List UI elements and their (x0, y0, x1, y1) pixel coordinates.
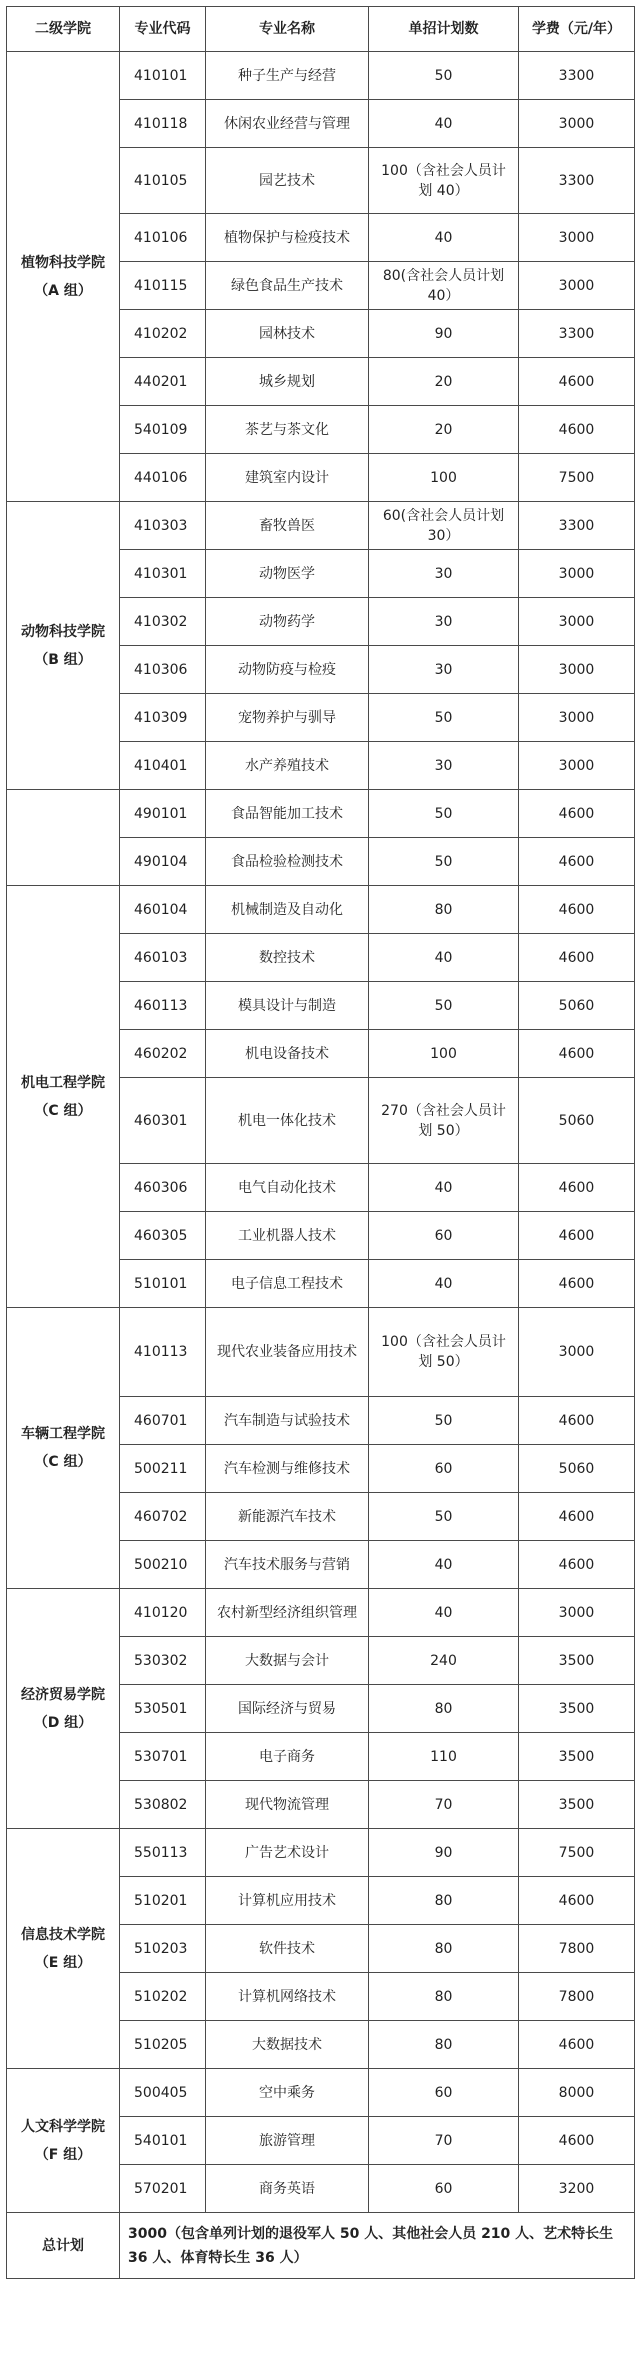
major-code: 570201 (120, 2165, 206, 2213)
header-row (7, 7, 635, 52)
tuition-fee: 3000 (519, 550, 635, 598)
tuition-fee: 3500 (519, 1637, 635, 1685)
college-cell (7, 886, 120, 1308)
major-name: 机械制造及自动化 (206, 886, 369, 934)
major-name: 电子信息工程技术 (206, 1260, 369, 1308)
plan-count: 50 (369, 838, 519, 886)
plan-count: 90 (369, 1829, 519, 1877)
table-row (7, 1308, 635, 1397)
major-code: 410118 (120, 100, 206, 148)
major-name: 电子商务 (206, 1733, 369, 1781)
tuition-fee: 4600 (519, 2117, 635, 2165)
tuition-fee: 4600 (519, 358, 635, 406)
table-body (7, 52, 635, 2213)
major-name: 绿色食品生产技术 (206, 262, 369, 310)
plan-count: 50 (369, 790, 519, 838)
plan-count: 30 (369, 598, 519, 646)
major-name: 畜牧兽医 (206, 502, 369, 550)
major-name: 商务英语 (206, 2165, 369, 2213)
major-code: 460113 (120, 982, 206, 1030)
college-name: 经济贸易学院 (21, 1686, 105, 1703)
plan-count: 80 (369, 2021, 519, 2069)
plan-count: 80 (369, 1925, 519, 1973)
header-fee: 学费（元/年） (519, 7, 635, 52)
table-row (7, 502, 635, 550)
major-name: 大数据技术 (206, 2021, 369, 2069)
plan-count: 80 (369, 1877, 519, 1925)
college-group: （C 组） (34, 1454, 92, 1470)
major-name: 现代农业装备应用技术 (206, 1308, 369, 1397)
college-name: 动物科技学院 (21, 623, 105, 640)
college-group: （C 组） (34, 1102, 92, 1119)
tuition-fee: 4600 (519, 886, 635, 934)
college-cell (7, 2069, 120, 2213)
major-name: 模具设计与制造 (206, 982, 369, 1030)
major-code: 410302 (120, 598, 206, 646)
plan-count: 40 (369, 934, 519, 982)
major-name: 建筑室内设计 (206, 454, 369, 502)
major-code: 460702 (120, 1493, 206, 1541)
total-label: 总计划 (7, 2213, 120, 2279)
table-row (7, 1589, 635, 1637)
major-name: 空中乘务 (206, 2069, 369, 2117)
tuition-fee: 4600 (519, 1541, 635, 1589)
plan-count: 60 (369, 1445, 519, 1493)
plan-count: 90 (369, 310, 519, 358)
major-name: 旅游管理 (206, 2117, 369, 2165)
major-name: 工业机器人技术 (206, 1212, 369, 1260)
major-code: 410301 (120, 550, 206, 598)
table-row (7, 886, 635, 934)
tuition-fee: 3300 (519, 502, 635, 550)
tuition-fee: 4600 (519, 1260, 635, 1308)
major-name: 计算机网络技术 (206, 1973, 369, 2021)
plan-count: 50 (369, 982, 519, 1030)
major-code: 490101 (120, 790, 206, 838)
major-name: 汽车制造与试验技术 (206, 1397, 369, 1445)
tuition-fee: 4600 (519, 1397, 635, 1445)
tuition-fee: 7800 (519, 1973, 635, 2021)
major-code: 410303 (120, 502, 206, 550)
major-code: 490104 (120, 838, 206, 886)
major-code: 410202 (120, 310, 206, 358)
major-code: 460104 (120, 886, 206, 934)
major-code: 540101 (120, 2117, 206, 2165)
major-name: 电气自动化技术 (206, 1164, 369, 1212)
major-name: 种子生产与经营 (206, 52, 369, 100)
plan-count: 50 (369, 52, 519, 100)
major-name: 食品检验检测技术 (206, 838, 369, 886)
major-code: 410115 (120, 262, 206, 310)
major-code: 510201 (120, 1877, 206, 1925)
college-cell (7, 790, 120, 886)
major-code: 460301 (120, 1078, 206, 1164)
college-group: （D 组） (33, 1714, 93, 1731)
major-code: 410105 (120, 148, 206, 214)
total-text: 3000（包含单列计划的退役军人 50 人、其他社会人员 210 人、艺术特长生 36 人、体育特长生 36 人） (120, 2213, 635, 2279)
major-name: 动物药学 (206, 598, 369, 646)
college-group: （A 组） (34, 282, 92, 299)
tuition-fee: 7500 (519, 1829, 635, 1877)
major-name: 城乡规划 (206, 358, 369, 406)
plan-count: 30 (369, 742, 519, 790)
major-code: 410120 (120, 1589, 206, 1637)
college-cell (7, 1829, 120, 2069)
major-code: 460305 (120, 1212, 206, 1260)
tuition-fee: 3500 (519, 1685, 635, 1733)
plan-count: 30 (369, 550, 519, 598)
tuition-fee: 3000 (519, 694, 635, 742)
plan-count: 80(含社会人员计划 40） (369, 262, 519, 310)
tuition-fee: 3200 (519, 2165, 635, 2213)
total-row (7, 2213, 635, 2279)
tuition-fee: 8000 (519, 2069, 635, 2117)
major-code: 510202 (120, 1973, 206, 2021)
tuition-fee: 4600 (519, 1212, 635, 1260)
college-cell (7, 1308, 120, 1589)
plan-count: 100（含社会人员计划 50） (369, 1308, 519, 1397)
major-code: 460202 (120, 1030, 206, 1078)
major-name: 软件技术 (206, 1925, 369, 1973)
enrollment-plan-table (6, 6, 635, 2279)
plan-count: 40 (369, 1589, 519, 1637)
major-code: 460701 (120, 1397, 206, 1445)
college-name: 车辆工程学院 (21, 1426, 105, 1442)
tuition-fee: 3000 (519, 646, 635, 694)
tuition-fee: 3000 (519, 262, 635, 310)
major-name: 机电设备技术 (206, 1030, 369, 1078)
plan-count: 100 (369, 454, 519, 502)
plan-count: 50 (369, 694, 519, 742)
major-name: 机电一体化技术 (206, 1078, 369, 1164)
plan-count: 100（含社会人员计划 40） (369, 148, 519, 214)
tuition-fee: 5060 (519, 982, 635, 1030)
tuition-fee: 3300 (519, 310, 635, 358)
major-name: 广告艺术设计 (206, 1829, 369, 1877)
plan-count: 60 (369, 2069, 519, 2117)
college-cell (7, 1589, 120, 1829)
major-code: 540109 (120, 406, 206, 454)
major-name: 食品智能加工技术 (206, 790, 369, 838)
tuition-fee: 4600 (519, 2021, 635, 2069)
plan-count: 30 (369, 646, 519, 694)
header-code: 专业代码 (120, 7, 206, 52)
major-code: 530701 (120, 1733, 206, 1781)
tuition-fee: 7500 (519, 454, 635, 502)
tuition-fee: 3000 (519, 1589, 635, 1637)
table-row (7, 1829, 635, 1877)
major-code: 440106 (120, 454, 206, 502)
tuition-fee: 3000 (519, 742, 635, 790)
plan-count: 240 (369, 1637, 519, 1685)
plan-count: 60 (369, 2165, 519, 2213)
plan-count: 50 (369, 1493, 519, 1541)
major-name: 汽车技术服务与营销 (206, 1541, 369, 1589)
plan-count: 40 (369, 100, 519, 148)
major-code: 410309 (120, 694, 206, 742)
major-name: 现代物流管理 (206, 1781, 369, 1829)
major-name: 动物医学 (206, 550, 369, 598)
major-code: 510205 (120, 2021, 206, 2069)
major-name: 新能源汽车技术 (206, 1493, 369, 1541)
plan-count: 60(含社会人员计划 30） (369, 502, 519, 550)
table-row (7, 2069, 635, 2117)
tuition-fee: 4600 (519, 1493, 635, 1541)
college-name: 植物科技学院 (21, 254, 105, 271)
major-name: 植物保护与检疫技术 (206, 214, 369, 262)
tuition-fee: 3500 (519, 1781, 635, 1829)
header-plan: 单招计划数 (369, 7, 519, 52)
major-code: 410306 (120, 646, 206, 694)
plan-count: 80 (369, 1685, 519, 1733)
major-code: 530802 (120, 1781, 206, 1829)
major-code: 410106 (120, 214, 206, 262)
major-code: 460306 (120, 1164, 206, 1212)
tuition-fee: 4600 (519, 790, 635, 838)
tuition-fee: 4600 (519, 406, 635, 454)
major-code: 500210 (120, 1541, 206, 1589)
plan-count: 70 (369, 2117, 519, 2165)
college-cell (7, 52, 120, 502)
plan-count: 40 (369, 1541, 519, 1589)
plan-count: 20 (369, 358, 519, 406)
plan-count: 110 (369, 1733, 519, 1781)
college-group: （E 组） (34, 1954, 92, 1971)
tuition-fee: 3000 (519, 598, 635, 646)
major-name: 农村新型经济组织管理 (206, 1589, 369, 1637)
tuition-fee: 5060 (519, 1445, 635, 1493)
tuition-fee: 3300 (519, 148, 635, 214)
tuition-fee: 4600 (519, 1877, 635, 1925)
major-code: 440201 (120, 358, 206, 406)
major-code: 510203 (120, 1925, 206, 1973)
college-cell (7, 502, 120, 790)
major-name: 园艺技术 (206, 148, 369, 214)
major-code: 410101 (120, 52, 206, 100)
college-name: 信息技术学院 (21, 1926, 105, 1943)
major-code: 500211 (120, 1445, 206, 1493)
tuition-fee: 5060 (519, 1078, 635, 1164)
tuition-fee: 4600 (519, 1030, 635, 1078)
major-code: 460103 (120, 934, 206, 982)
major-name: 园林技术 (206, 310, 369, 358)
table-row (7, 790, 635, 838)
plan-count: 40 (369, 1260, 519, 1308)
tuition-fee: 4600 (519, 1164, 635, 1212)
tuition-fee: 3000 (519, 100, 635, 148)
plan-count: 40 (369, 214, 519, 262)
plan-count: 50 (369, 1397, 519, 1445)
major-name: 计算机应用技术 (206, 1877, 369, 1925)
major-name: 休闲农业经营与管理 (206, 100, 369, 148)
college-group: （B 组） (34, 651, 92, 668)
major-name: 动物防疫与检疫 (206, 646, 369, 694)
plan-count: 270（含社会人员计划 50） (369, 1078, 519, 1164)
header-name: 专业名称 (206, 7, 369, 52)
major-code: 530501 (120, 1685, 206, 1733)
tuition-fee: 3000 (519, 1308, 635, 1397)
major-name: 国际经济与贸易 (206, 1685, 369, 1733)
college-name: 人文科学学院 (21, 2118, 105, 2135)
major-name: 水产养殖技术 (206, 742, 369, 790)
tuition-fee: 4600 (519, 934, 635, 982)
table-row (7, 52, 635, 100)
tuition-fee: 3000 (519, 214, 635, 262)
plan-count: 80 (369, 1973, 519, 2021)
major-name: 大数据与会计 (206, 1637, 369, 1685)
major-name: 宠物养护与驯导 (206, 694, 369, 742)
plan-count: 80 (369, 886, 519, 934)
header-college: 二级学院 (7, 7, 120, 52)
tuition-fee: 3500 (519, 1733, 635, 1781)
major-code: 410113 (120, 1308, 206, 1397)
major-name: 数控技术 (206, 934, 369, 982)
plan-count: 100 (369, 1030, 519, 1078)
plan-count: 70 (369, 1781, 519, 1829)
plan-count: 60 (369, 1212, 519, 1260)
major-code: 550113 (120, 1829, 206, 1877)
major-name: 汽车检测与维修技术 (206, 1445, 369, 1493)
plan-count: 40 (369, 1164, 519, 1212)
major-code: 530302 (120, 1637, 206, 1685)
major-code: 510101 (120, 1260, 206, 1308)
tuition-fee: 4600 (519, 838, 635, 886)
major-name: 茶艺与茶文化 (206, 406, 369, 454)
college-group: （F 组） (34, 2146, 92, 2163)
college-name: 机电工程学院 (21, 1074, 105, 1091)
major-code: 500405 (120, 2069, 206, 2117)
plan-count: 20 (369, 406, 519, 454)
major-code: 410401 (120, 742, 206, 790)
tuition-fee: 3300 (519, 52, 635, 100)
tuition-fee: 7800 (519, 1925, 635, 1973)
